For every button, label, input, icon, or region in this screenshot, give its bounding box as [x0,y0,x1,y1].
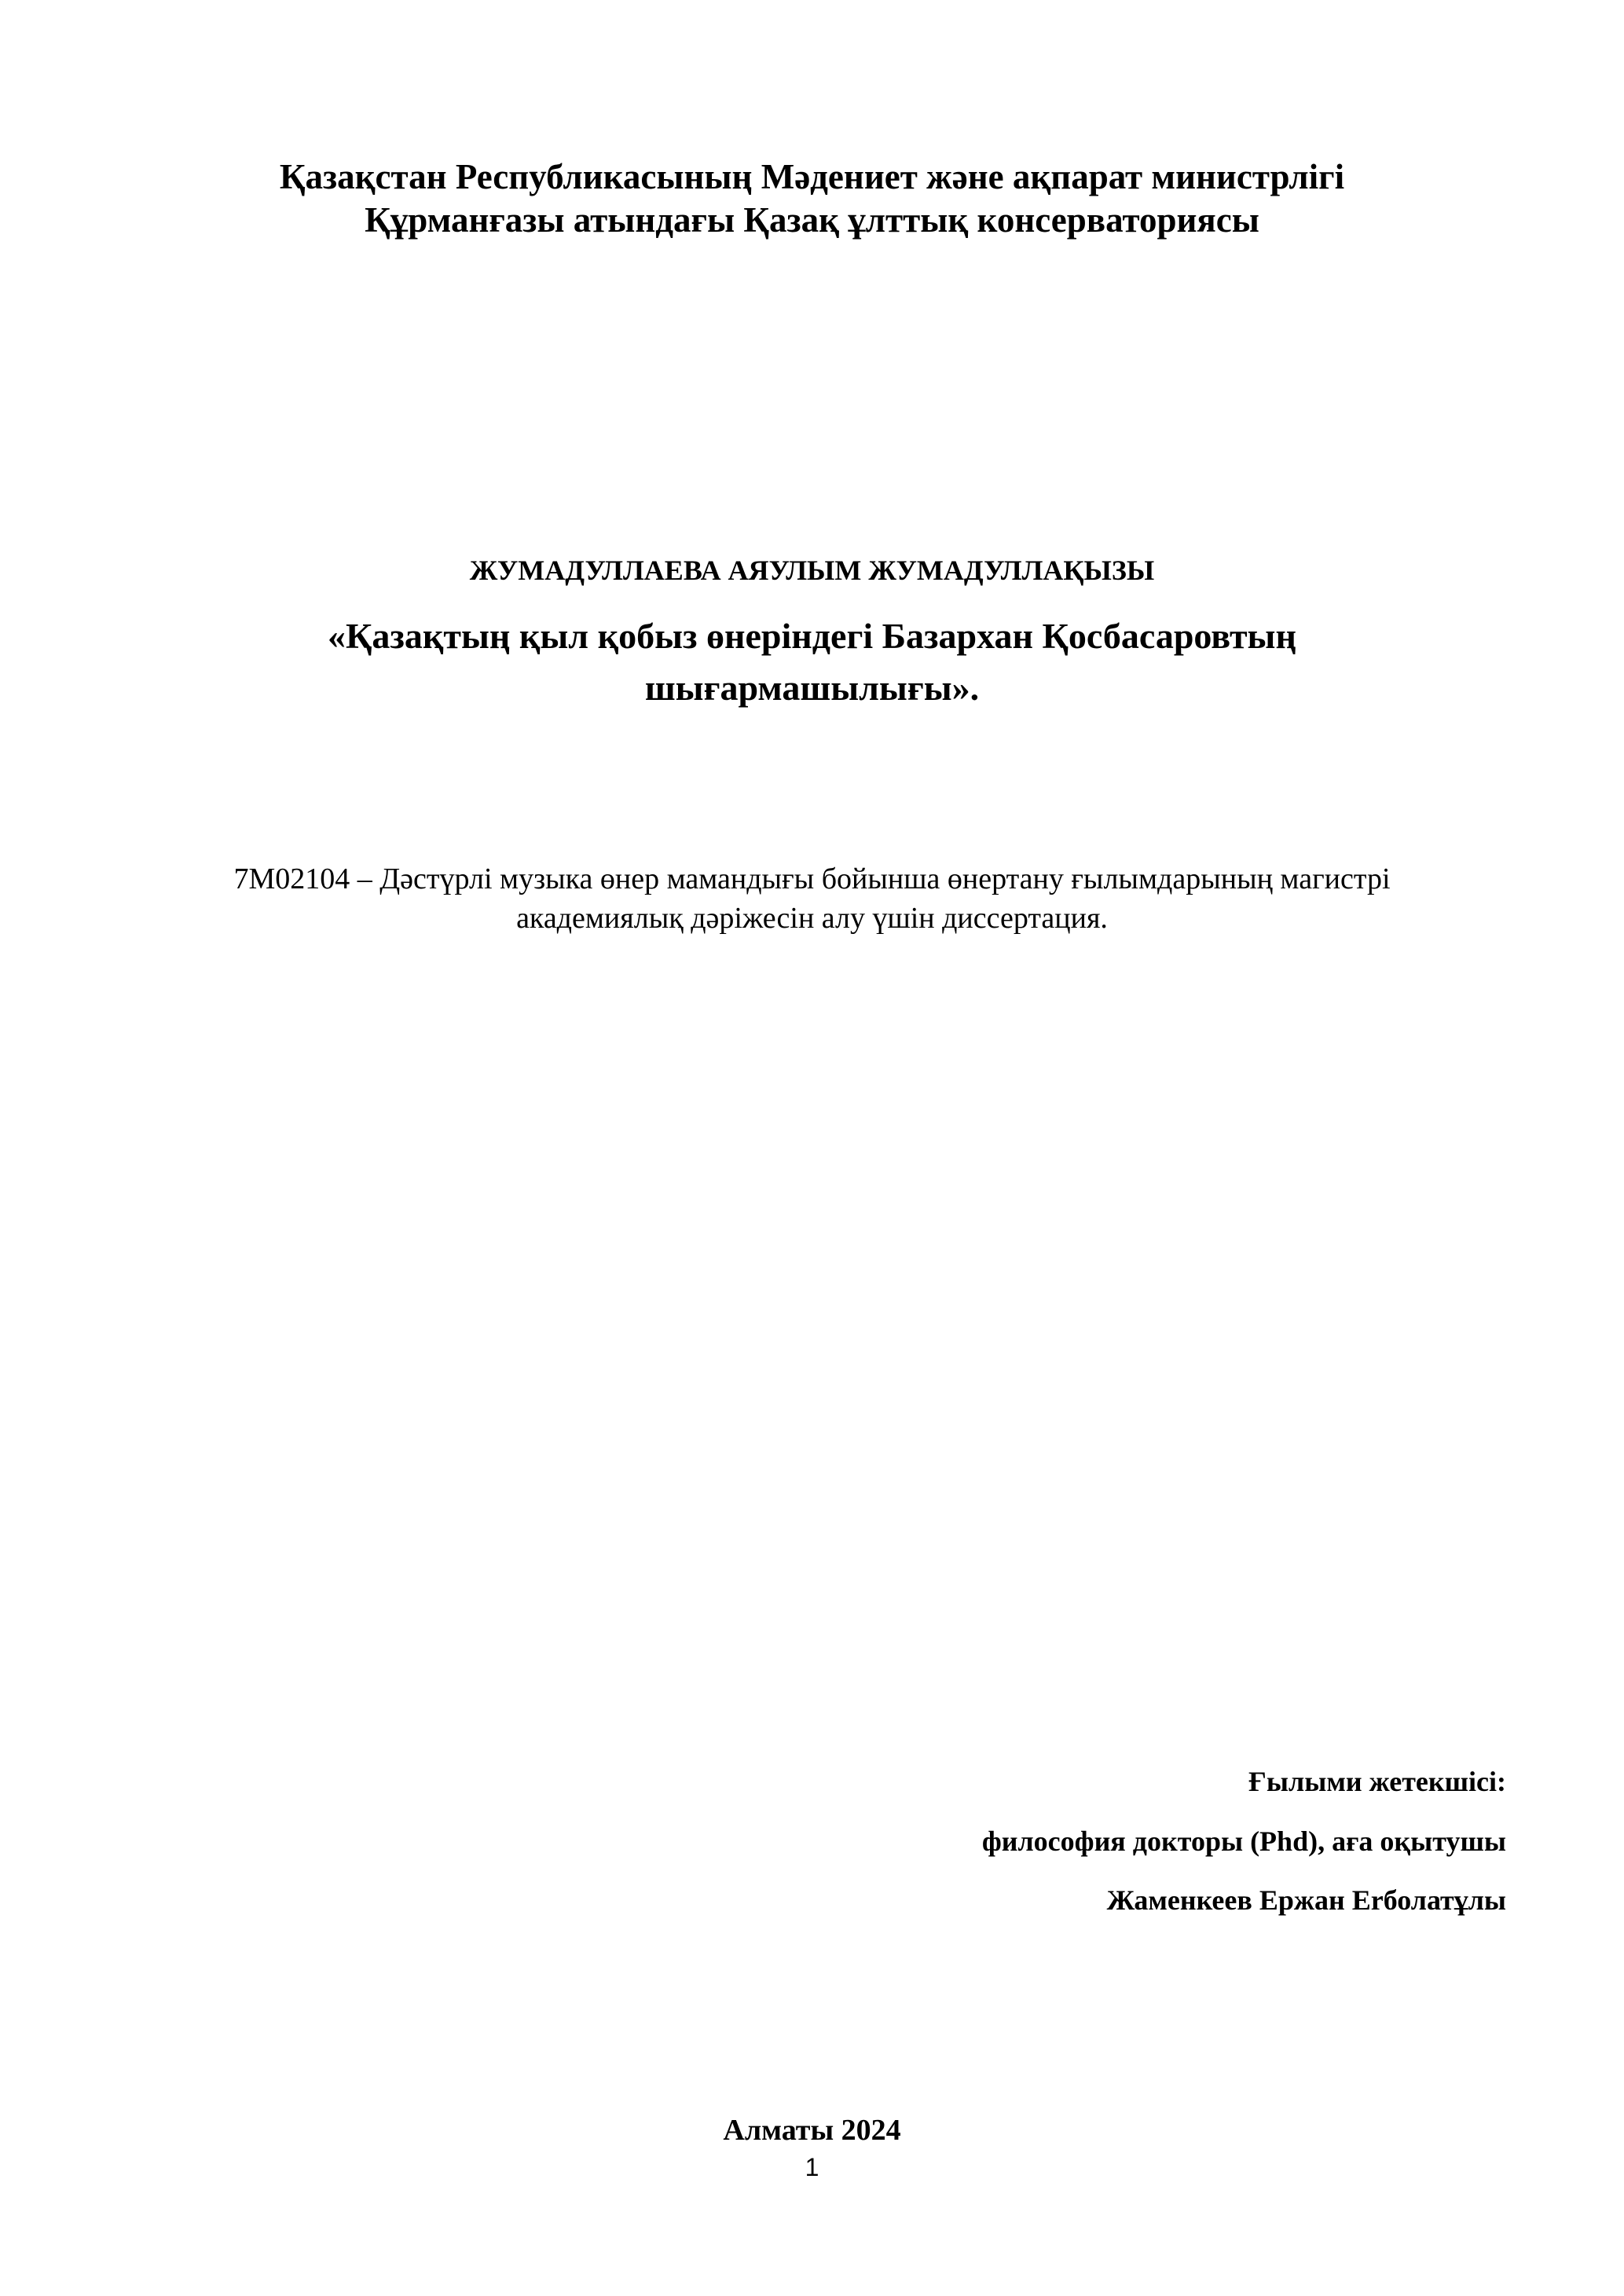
supervisor-name: Жаменкеев Ержан Erболатұлы [1106,1884,1506,1916]
conservatory-heading: Құрманғазы атындағы Қазақ ұлттық консерваториясы [365,200,1259,240]
city-year: Алматы 2024 [723,2114,901,2147]
author-name: ЖУМАДУЛЛАЕВА АЯУЛЫМ ЖУМАДУЛЛАҚЫЗЫ [469,555,1155,586]
thesis-title-line-2: шығармашылығы». [644,668,980,708]
supervisor-degree: философия докторы (Phd), аға оқытушы [981,1825,1506,1857]
degree-description-line-2: академиялық дәріжесін алу үшін диссертация. [516,902,1108,935]
ministry-heading: Қазақстан Республикасының Мәдениет және ақпарат министрлігі [279,157,1345,196]
page-number: 1 [805,2153,819,2181]
supervisor-label: Ғылыми жетекшісі: [1248,1766,1506,1797]
thesis-title-line-1: «Қазақтың қыл қобыз өнеріндегі Базархан Қосбасаровтың [328,616,1296,656]
degree-description-line-1: 7М02104 – Дәстүрлі музыка өнер мамандығы бойынша өнертану ғылымдарының магистрі [233,862,1391,895]
